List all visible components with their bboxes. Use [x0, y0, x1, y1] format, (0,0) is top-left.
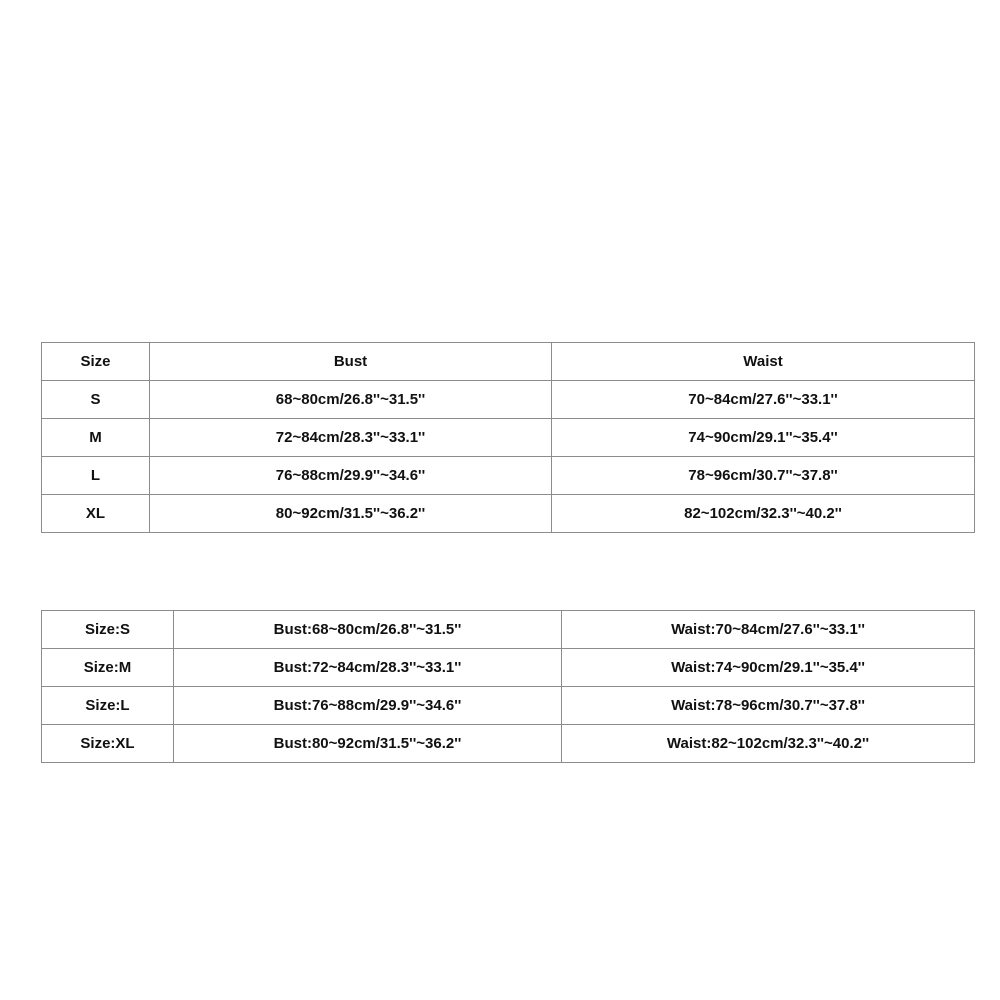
waist-cell: 78~96cm/30.7''~37.8''	[552, 457, 975, 495]
size-cell: Size:S	[42, 611, 174, 649]
table-row	[42, 649, 975, 687]
table-row	[42, 457, 975, 495]
bust-cell: 76~88cm/29.9''~34.6''	[150, 457, 552, 495]
waist-cell: Waist:78~96cm/30.7''~37.8''	[562, 687, 975, 725]
header-size: Size	[42, 343, 150, 381]
size-cell: XL	[42, 495, 150, 533]
size-chart-table-labeled	[41, 610, 975, 763]
table-row	[42, 687, 975, 725]
table-row	[42, 495, 975, 533]
table-row	[42, 611, 975, 649]
table-row	[42, 419, 975, 457]
bust-cell: Bust:80~92cm/31.5''~36.2''	[174, 725, 562, 763]
table-header-row	[42, 343, 975, 381]
size-chart-table	[41, 342, 975, 533]
bust-cell: Bust:76~88cm/29.9''~34.6''	[174, 687, 562, 725]
waist-cell: 70~84cm/27.6''~33.1''	[552, 381, 975, 419]
waist-cell: 82~102cm/32.3''~40.2''	[552, 495, 975, 533]
size-cell: Size:M	[42, 649, 174, 687]
bust-cell: 80~92cm/31.5''~36.2''	[150, 495, 552, 533]
waist-cell: Waist:70~84cm/27.6''~33.1''	[562, 611, 975, 649]
header-bust: Bust	[150, 343, 552, 381]
size-cell: Size:XL	[42, 725, 174, 763]
waist-cell: Waist:74~90cm/29.1''~35.4''	[562, 649, 975, 687]
waist-cell: Waist:82~102cm/32.3''~40.2''	[562, 725, 975, 763]
bust-cell: 68~80cm/26.8''~31.5''	[150, 381, 552, 419]
size-cell: S	[42, 381, 150, 419]
bust-cell: Bust:72~84cm/28.3''~33.1''	[174, 649, 562, 687]
waist-cell: 74~90cm/29.1''~35.4''	[552, 419, 975, 457]
bust-cell: 72~84cm/28.3''~33.1''	[150, 419, 552, 457]
table-row	[42, 381, 975, 419]
bust-cell: Bust:68~80cm/26.8''~31.5''	[174, 611, 562, 649]
size-cell: M	[42, 419, 150, 457]
table-row	[42, 725, 975, 763]
header-waist: Waist	[552, 343, 975, 381]
size-cell: Size:L	[42, 687, 174, 725]
size-cell: L	[42, 457, 150, 495]
